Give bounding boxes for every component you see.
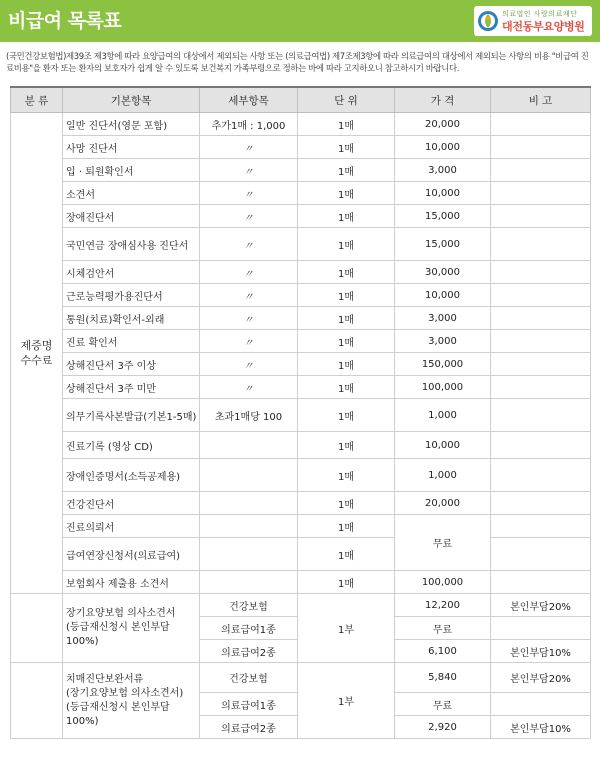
unit-cell: 1매: [298, 571, 395, 594]
item-cell: 급여연장신청서(의료급여): [63, 538, 200, 571]
table-row: [11, 538, 591, 571]
category-line1: 제증명: [20, 339, 53, 352]
item-cell: 일반 진단서(영문 포함): [63, 113, 200, 136]
note-cell: [491, 182, 591, 205]
empty-category-cell: [11, 663, 63, 739]
page-title: 비급여 목록표: [8, 10, 122, 32]
price-cell: 1,000: [395, 459, 491, 492]
detail-cell: [200, 459, 298, 492]
detail-cell: 〃: [200, 376, 298, 399]
detail-cell: 의료급여1종: [200, 693, 298, 716]
table-row: [11, 284, 591, 307]
detail-cell: 〃: [200, 182, 298, 205]
detail-cell: 추가1매 : 1,000: [200, 113, 298, 136]
table-row: [11, 515, 591, 538]
unit-cell: 1매: [298, 113, 395, 136]
note-cell: [491, 571, 591, 594]
detail-cell: 건강보험: [200, 663, 298, 693]
detail-cell: 〃: [200, 307, 298, 330]
item-cell: 국민연금 장애심사용 진단서: [63, 228, 200, 261]
unit-cell: 1부: [298, 663, 395, 739]
unit-cell: 1매: [298, 353, 395, 376]
price-cell: 10,000: [395, 284, 491, 307]
grouped-item-cell: [63, 663, 200, 739]
unit-cell: 1매: [298, 376, 395, 399]
table-row: [11, 663, 591, 693]
hospital-logo: [474, 6, 592, 36]
note-cell: [491, 617, 591, 640]
item-cell: 의무기록사본발급(기본1-5매): [63, 399, 200, 432]
note-cell: 본인부담20%: [491, 594, 591, 617]
detail-cell: [200, 515, 298, 538]
price-cell: 15,000: [395, 205, 491, 228]
table-row: [11, 261, 591, 284]
header-note: 비 고: [491, 87, 591, 113]
note-cell: [491, 399, 591, 432]
price-cell: 2,920: [395, 716, 491, 739]
item-cell: 장애인증명서(소득공제용): [63, 459, 200, 492]
detail-cell: 초과1매당 100: [200, 399, 298, 432]
table-row: [11, 594, 591, 617]
detail-cell: 〃: [200, 228, 298, 261]
note-cell: [491, 492, 591, 515]
detail-cell: 〃: [200, 159, 298, 182]
item-cell: 사망 진단서: [63, 136, 200, 159]
note-cell: [491, 261, 591, 284]
category-cell: [11, 113, 63, 594]
logo-hospital-name: 대전동부요양병원: [502, 20, 585, 33]
note-cell: 본인부담10%: [491, 716, 591, 739]
grouped-item-line: 장기요양보험 의사소견서: [66, 608, 176, 619]
hospital-emblem-icon: [477, 10, 499, 32]
detail-cell: 〃: [200, 261, 298, 284]
table-row: [11, 376, 591, 399]
detail-cell: 〃: [200, 136, 298, 159]
item-cell: 건강진단서: [63, 492, 200, 515]
price-cell: 100,000: [395, 376, 491, 399]
unit-cell: 1매: [298, 492, 395, 515]
unit-cell: 1매: [298, 261, 395, 284]
unit-cell: 1매: [298, 399, 395, 432]
note-cell: [491, 159, 591, 182]
price-cell: 무료: [395, 693, 491, 716]
price-cell: 12,200: [395, 594, 491, 617]
detail-cell: 의료급여2종: [200, 640, 298, 663]
header-category: 분 류: [11, 87, 63, 113]
detail-cell: 〃: [200, 205, 298, 228]
price-cell: 5,840: [395, 663, 491, 693]
detail-cell: 〃: [200, 330, 298, 353]
item-cell: 상해진단서 3주 미만: [63, 376, 200, 399]
price-cell: 6,100: [395, 640, 491, 663]
price-cell: 10,000: [395, 182, 491, 205]
price-cell: 15,000: [395, 228, 491, 261]
note-cell: [491, 205, 591, 228]
fee-table-container: [10, 86, 590, 739]
unit-cell: 1매: [298, 459, 395, 492]
unit-cell: 1매: [298, 159, 395, 182]
grouped-item-line: (등급재신청시 본인부담 100%): [66, 701, 170, 727]
price-cell: 100,000: [395, 571, 491, 594]
detail-cell: 건강보험: [200, 594, 298, 617]
item-cell: 진료기록 (영상 CD): [63, 432, 200, 459]
detail-cell: 〃: [200, 284, 298, 307]
grouped-item-cell: [63, 594, 200, 663]
detail-cell: [200, 492, 298, 515]
unit-cell: 1매: [298, 182, 395, 205]
grouped-item-line: (등급재신청시 본인부담 100%): [66, 622, 170, 647]
note-cell: [491, 330, 591, 353]
category-line2: 수수료: [20, 354, 53, 367]
price-cell: 3,000: [395, 330, 491, 353]
detail-cell: [200, 432, 298, 459]
header-detail: 세부항목: [200, 87, 298, 113]
note-cell: 본인부담10%: [491, 640, 591, 663]
unit-cell: 1매: [298, 307, 395, 330]
item-cell: 근로능력평가용진단서: [63, 284, 200, 307]
note-cell: [491, 353, 591, 376]
note-cell: [491, 113, 591, 136]
item-cell: 진료 확인서: [63, 330, 200, 353]
unit-cell: 1매: [298, 205, 395, 228]
item-cell: 입 · 퇴원확인서: [63, 159, 200, 182]
unit-cell: 1매: [298, 515, 395, 538]
table-row: [11, 182, 591, 205]
table-row: [11, 492, 591, 515]
table-header-row: [11, 87, 591, 113]
notice-text: (국민건강보험법)제39조 제3항에 따라 요양급여의 대상에서 제외되는 사항 또는 (의료급여법) 제7조제3항에 따라 의료급여의 대상에서 제외되는 사항의 비용 "비급여 진료비용"을 환자 또는 환자의 보호자가 쉽게 알 수 있도록 보건복지 가족부령으로 정하는 바에 따라 고지하오니 참고하시기 바랍니다.: [6, 51, 589, 73]
detail-cell: 의료급여1종: [200, 617, 298, 640]
table-row: [11, 136, 591, 159]
detail-cell: [200, 538, 298, 571]
unit-cell: 1매: [298, 136, 395, 159]
item-cell: 시체검안서: [63, 261, 200, 284]
table-row: [11, 228, 591, 261]
detail-cell: [200, 571, 298, 594]
price-cell: 3,000: [395, 159, 491, 182]
header-unit: 단 위: [298, 87, 395, 113]
header-item: 기본항목: [63, 87, 200, 113]
table-row: [11, 432, 591, 459]
detail-cell: 〃: [200, 353, 298, 376]
logo-subtitle: 의료법인 사랑의료재단: [502, 10, 578, 18]
table-row: [11, 353, 591, 376]
price-cell-free: 무료: [395, 515, 491, 571]
item-cell: 소견서: [63, 182, 200, 205]
grouped-item-line: (장기요양보험 의사소견서): [66, 687, 184, 699]
item-cell: 보험회사 제출용 소견서: [63, 571, 200, 594]
item-cell: 진료의뢰서: [63, 515, 200, 538]
note-cell: [491, 136, 591, 159]
note-cell: [491, 432, 591, 459]
table-row: [11, 459, 591, 492]
table-row: [11, 307, 591, 330]
item-cell: 상해진단서 3주 이상: [63, 353, 200, 376]
price-cell: 20,000: [395, 492, 491, 515]
item-cell: 통원(치료)확인서-외래: [63, 307, 200, 330]
unit-cell: 1매: [298, 432, 395, 459]
price-cell: 10,000: [395, 432, 491, 459]
note-cell: [491, 515, 591, 538]
note-cell: [491, 459, 591, 492]
unit-cell: 1매: [298, 284, 395, 307]
note-cell: [491, 307, 591, 330]
note-cell: 본인부담20%: [491, 663, 591, 693]
table-row: [11, 330, 591, 353]
price-cell: 20,000: [395, 113, 491, 136]
header-price: 가 격: [395, 87, 491, 113]
empty-category-cell: [11, 594, 63, 663]
table-row: [11, 159, 591, 182]
table-row: [11, 399, 591, 432]
note-cell: [491, 228, 591, 261]
item-cell: 장애진단서: [63, 205, 200, 228]
page-header: [0, 0, 600, 42]
detail-cell: 의료급여2종: [200, 716, 298, 739]
note-cell: [491, 538, 591, 571]
note-cell: [491, 376, 591, 399]
unit-cell: 1부: [298, 594, 395, 663]
table-row: [11, 571, 591, 594]
unit-cell: 1매: [298, 228, 395, 261]
table-row: [11, 113, 591, 136]
price-cell: 10,000: [395, 136, 491, 159]
grouped-item-line: 치매진단보완서류: [66, 673, 144, 685]
table-row: [11, 205, 591, 228]
note-cell: [491, 693, 591, 716]
unit-cell: 1매: [298, 538, 395, 571]
price-cell: 무료: [395, 617, 491, 640]
price-cell: 150,000: [395, 353, 491, 376]
price-cell: 1,000: [395, 399, 491, 432]
unit-cell: 1매: [298, 330, 395, 353]
price-cell: 30,000: [395, 261, 491, 284]
price-cell: 3,000: [395, 307, 491, 330]
note-cell: [491, 284, 591, 307]
fee-table: [10, 86, 591, 739]
